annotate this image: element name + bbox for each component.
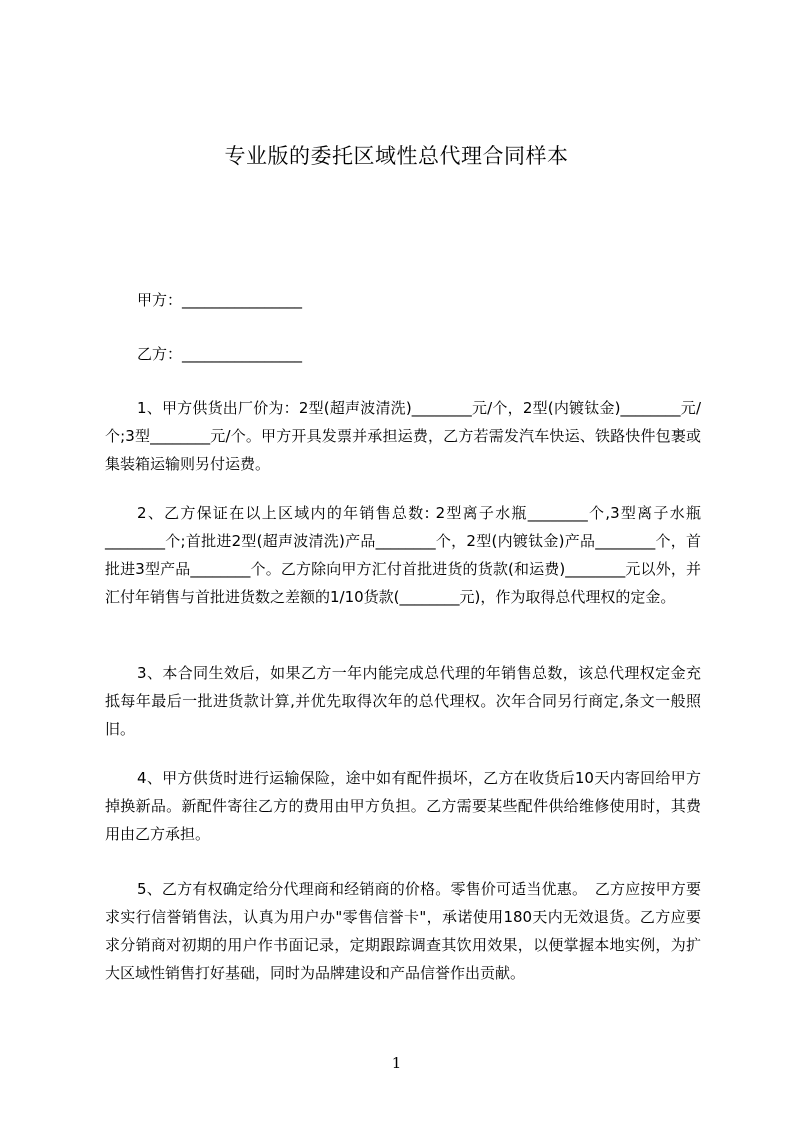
document-title: 专业版的委托区域性总代理合同样本 [224, 144, 569, 168]
clause-5: 5、乙方有权确定给分代理商和经销商的价格。零售价可适当优惠。 乙方应按甲方要求实行信誉销售法，认真为用户办"零售信誉卡"，承诺使用180天内无效退货。乙方应要求分销商对初期的用户作书面记录，定期跟踪调查其饮用效果，以便掌握本地实例，为扩大区域性销售打好基础，同时为品牌建设和产品信誉作出贡献。 [105, 880, 701, 982]
clause-2: 2、乙方保证在以上区域内的年销售总数: 2型离子水瓶________个,3型离子水瓶________个;首批进2型(超声波清洗)产品________个，2型(内镀钛金)产品________个，首批进3型产品________个。乙方除向甲方汇付首批进货的货款(和运费)________元以外，并汇付年销售与首批进货数之差额的1/10货款(________元)，作为取得总代理权的定金。 [105, 504, 701, 606]
clause-4: 4、甲方供货时进行运输保险，途中如有配件损坏，乙方在收货后10天内寄回给甲方掉换新品。新配件寄往乙方的费用由甲方负担。乙方需要某些配件供给维修使用时，其费用由乙方承担。 [105, 769, 701, 843]
party-a-field: 甲方：________________ [137, 291, 303, 309]
clause-1: 1、甲方供货出厂价为：2型(超声波清洗)________元/个，2型(内镀钛金)________元/个;3型________元/个。甲方开具发票并承担运费，乙方若需发汽车快运、铁路快件包裹或集装箱运输则另付运费。 [105, 399, 701, 473]
party-b-field: 乙方：________________ [137, 345, 303, 363]
clause-3: 3、本合同生效后，如果乙方一年内能完成总代理的年销售总数，该总代理权定金充抵每年最后一批进货款计算,并优先取得次年的总代理权。次年合同另行商定,条文一般照旧。 [105, 664, 701, 738]
page-number: 1 [391, 1054, 402, 1072]
